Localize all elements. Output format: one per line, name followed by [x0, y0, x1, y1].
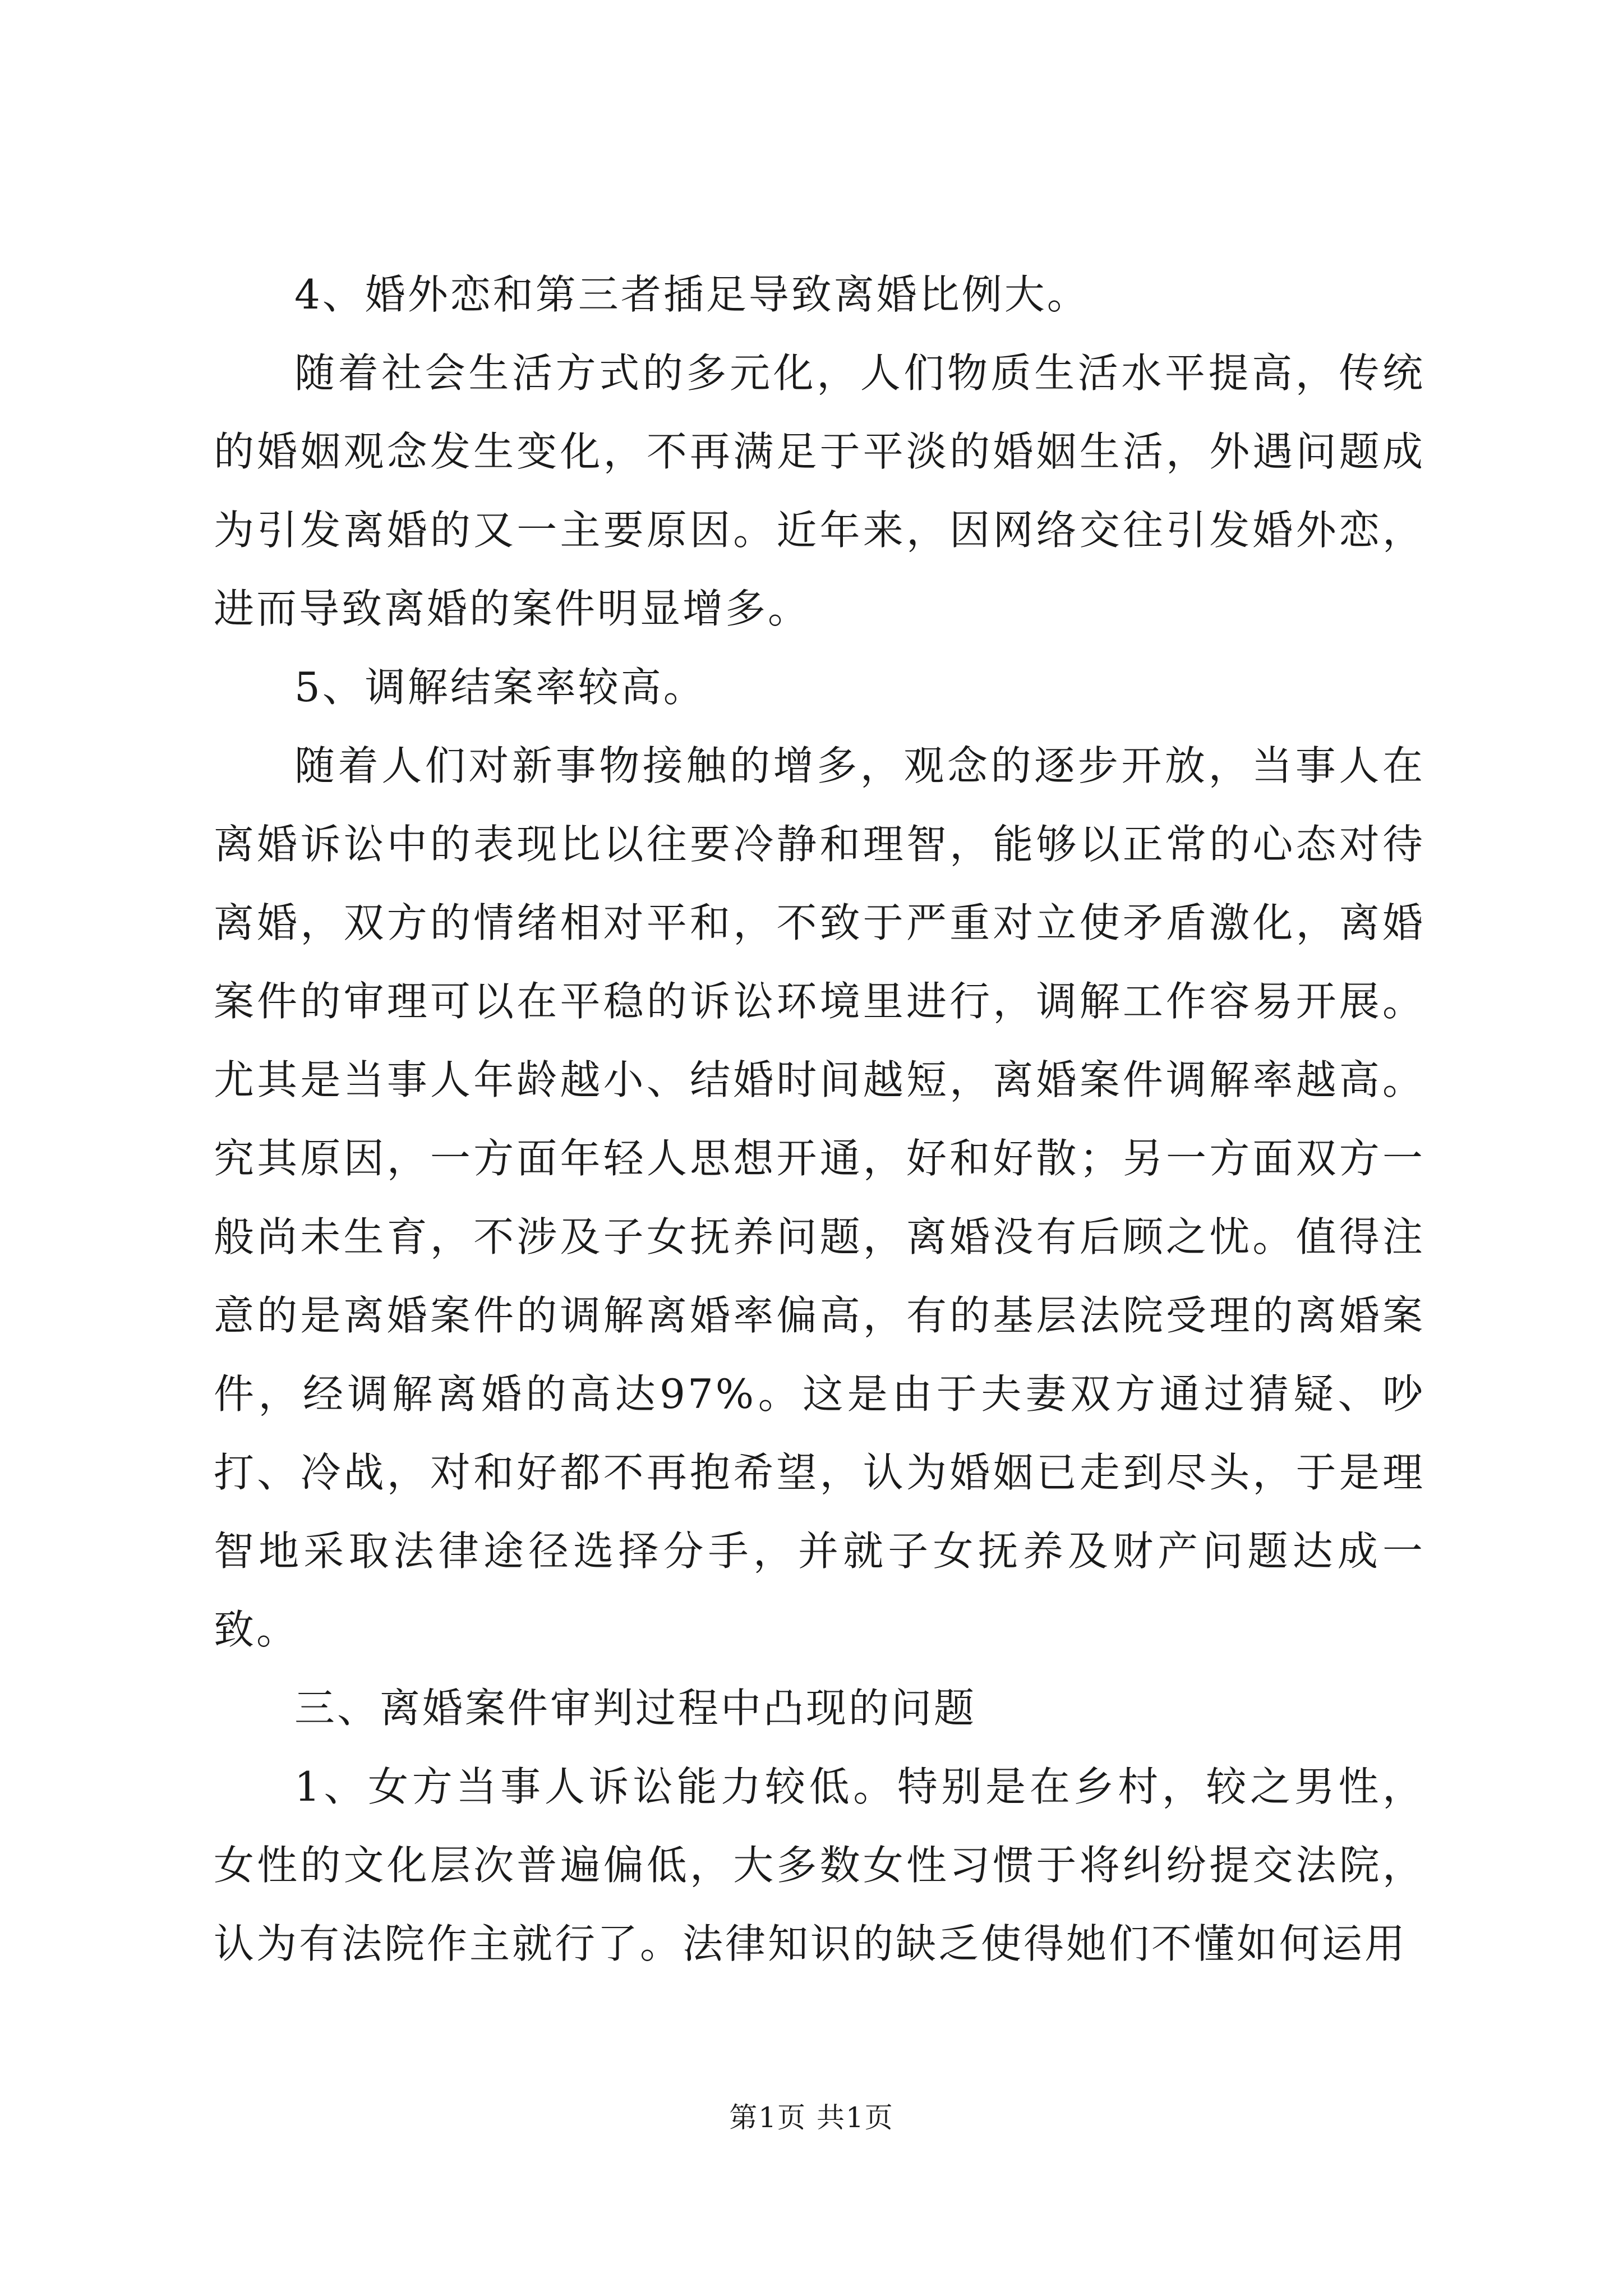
- paragraph-extramarital: 随着社会生活方式的多元化，人们物质生活水平提高，传统的婚姻观念发生变化，不再满足于平淡的婚姻生活，外遇问题成为引发离婚的又一主要原因。近年来，因网络交往引发婚外恋，进而导致离婚的案件明显增多。: [214, 349, 1425, 632]
- document-body: [214, 255, 1425, 1983]
- paragraph-heading-4: 4、婚外恋和第三者插足导致离婚比例大。: [294, 271, 1090, 318]
- section-heading-3: 三、离婚案件审判过程中凸现的问题: [294, 1685, 977, 1732]
- paragraph-heading-5: 5、调解结案率较高。: [294, 664, 706, 711]
- page-footer: 第1页 共1页: [729, 2101, 894, 2134]
- paragraph-issue-1: 1、女方当事人诉讼能力较低。特别是在乡村，较之男性，女性的文化层次普遍偏低，大多数女性习惯于将纠纷提交法院，认为有法院作主就行了。法律知识的缺乏使得她们不懂如何运用: [214, 1763, 1425, 1967]
- paragraph-mediation: 随着人们对新事物接触的增多，观念的逐步开放，当事人在离婚诉讼中的表现比以往要冷静和理智，能够以正常的心态对待离婚，双方的情绪相对平和，不致于严重对立使矛盾激化，离婚案件的审理可以在平稳的诉讼环境里进行，调解工作容易开展。尤其是当事人年龄越小、结婚时间越短，离婚案件调解率越高。究其原因，一方面年轻人思想开通，好和好散；另一方面双方一般尚未生育，不涉及子女抚养问题，离婚没有后顾之忧。值得注意的是离婚案件的调解离婚率偏高，有的基层法院受理的离婚案件，经调解离婚的高达97%。这是由于夫妻双方通过猜疑、吵打、冷战，对和好都不再抱希望，认为婚姻已走到尽头，于是理智地采取法律途径选择分手，并就子女抚养及财产问题达成一致。: [214, 742, 1425, 1653]
